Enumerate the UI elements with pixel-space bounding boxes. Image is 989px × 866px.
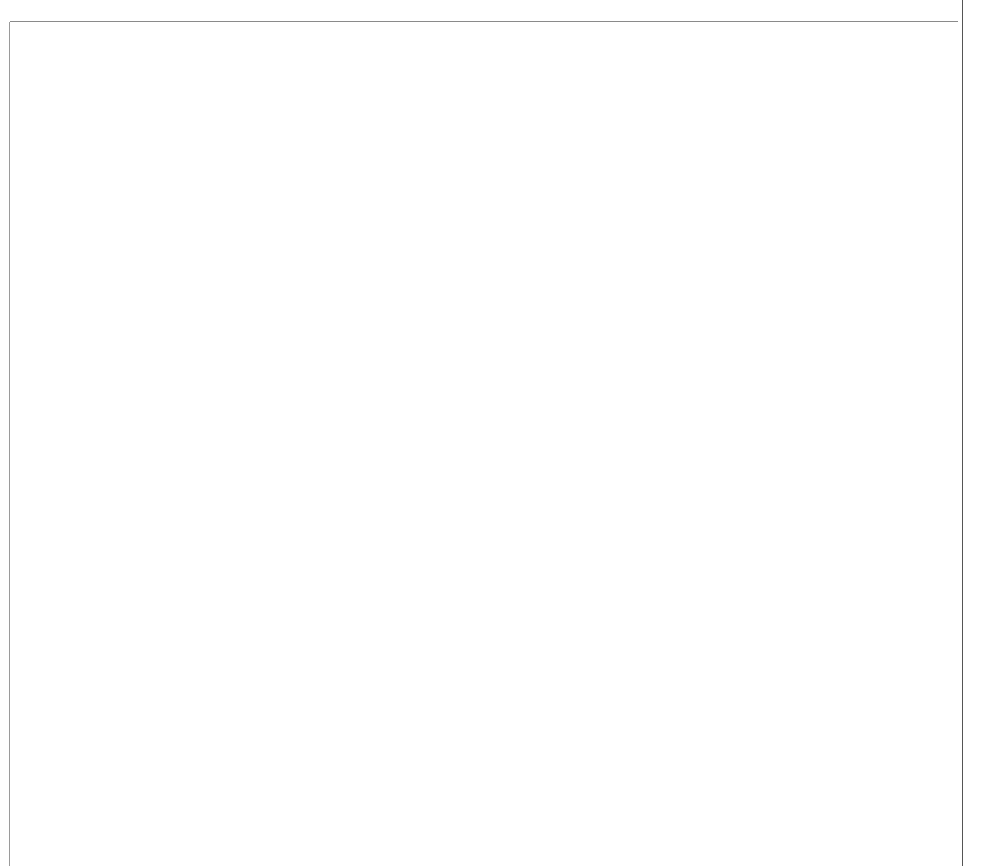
article-column-3: [659, 118, 961, 866]
top-rule: [10, 21, 958, 22]
right-column-rule: [962, 0, 963, 866]
adjacent-article-fragment: [978, 0, 989, 866]
article-column-1: [18, 118, 320, 866]
left-column-rule: [9, 22, 10, 866]
article-column-2: [339, 118, 641, 866]
